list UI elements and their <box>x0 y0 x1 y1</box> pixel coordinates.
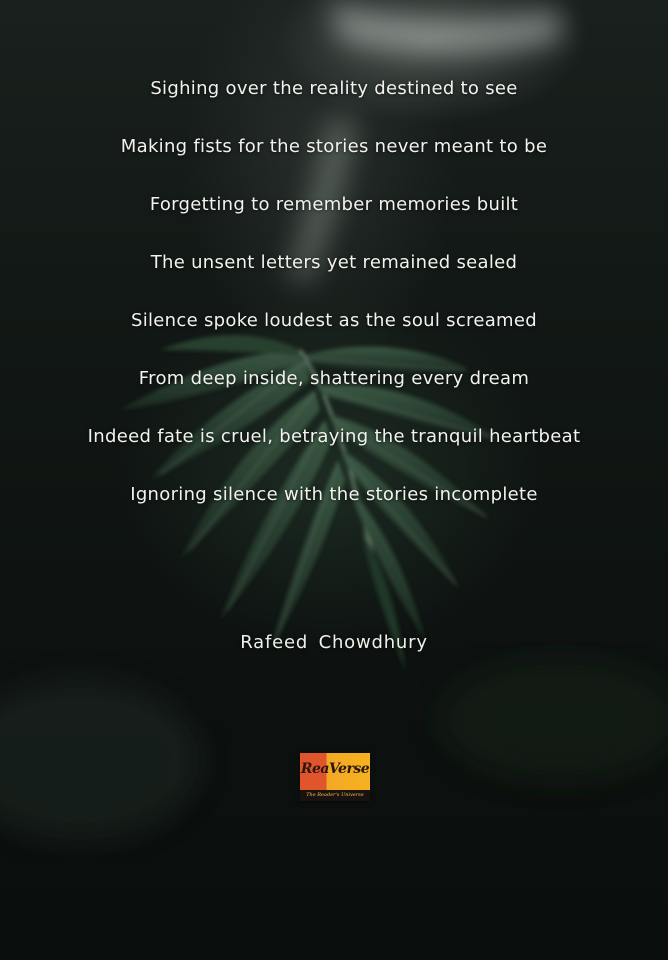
poem-line: Ignoring silence with the stories incomplete <box>130 484 538 505</box>
poem-lines <box>0 72 668 536</box>
logo-badge <box>300 753 370 790</box>
reaverse-logo <box>300 753 370 801</box>
poem-line: The unsent letters yet remained sealed <box>150 252 518 273</box>
poem-line: Making fists for the stories never meant to be <box>120 136 548 157</box>
logo-wordmark: ReaVerse <box>300 761 370 777</box>
poem-line: Forgetting to remember memories built <box>149 194 519 215</box>
poem-line: Sighing over the reality destined to see <box>150 78 518 99</box>
poem-line: Indeed fate is cruel, betraying the tranquil heartbeat <box>87 426 581 447</box>
logo-tagline: The Reader's Universe <box>306 792 364 798</box>
poem-line: Silence spoke loudest as the soul screamed <box>130 310 537 331</box>
logo-tagline-bar <box>300 790 370 801</box>
poem-author: Rafeed Chowdhury <box>240 632 428 653</box>
poem-line: From deep inside, shattering every dream <box>138 368 530 389</box>
